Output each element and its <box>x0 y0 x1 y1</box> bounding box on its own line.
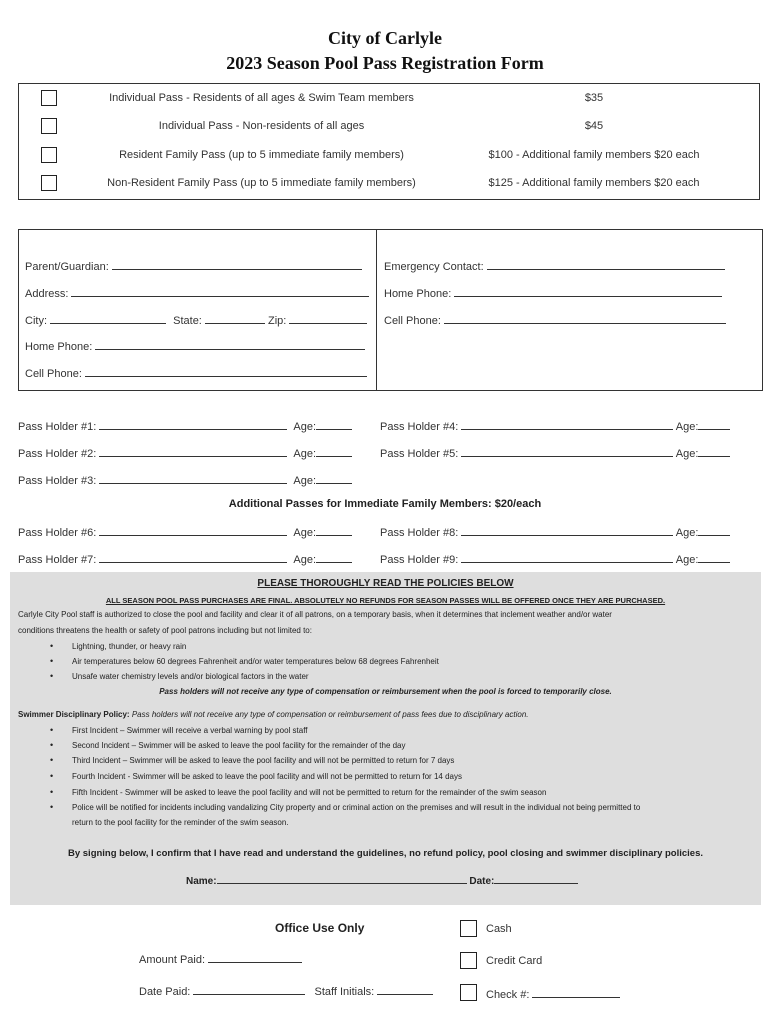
signature-date-label: Date: <box>469 876 495 887</box>
closure-policy-line1: Carlyle City Pool staff is authorized to close the pool and facility and clear it of all patrons, on a temporary basis, when it determines that inclement weather and/or water <box>18 610 612 619</box>
disciplinary-bullet-text: Second Incident – Swimmer will be asked to leave the pool facility for the remainder of the day <box>72 741 406 750</box>
zip-label: Zip: <box>268 315 287 327</box>
pass-option-row <box>19 173 759 195</box>
policies-heading <box>10 578 761 589</box>
pass-holder-line <box>461 446 673 457</box>
age-label: Age: <box>293 421 317 433</box>
bullet-dot: • <box>50 656 54 666</box>
office-use-heading: Office Use Only <box>275 921 365 935</box>
pass-holder-9-field[interactable] <box>380 552 730 566</box>
pass-holder-5-field[interactable] <box>380 446 730 460</box>
pass-holder-line <box>99 446 287 457</box>
pass-holder-label: Pass Holder #5: <box>380 448 459 460</box>
cell-phone-field[interactable] <box>25 366 367 380</box>
age-label: Age: <box>293 448 317 460</box>
disciplinary-bullet-text: Fourth Incident - Swimmer will be asked to leave the pool facility and will not be permitted to return for 14 days <box>72 772 462 781</box>
pass-holder-label: Pass Holder #2: <box>18 448 97 460</box>
check-number-line <box>532 987 620 998</box>
closure-bullet-text: Air temperatures below 60 degrees Fahrenheit and/or water temperatures below 68 degrees Fahrenheit <box>72 657 439 666</box>
emergency-contact-label: Emergency Contact: <box>384 261 484 273</box>
emergency-cell-phone-field[interactable] <box>384 313 726 327</box>
pass-holder-line <box>99 525 287 536</box>
address-label: Address: <box>25 288 69 300</box>
home-phone-label: Home Phone: <box>25 341 93 353</box>
amount-paid-label: Amount Paid: <box>139 954 206 966</box>
pass-holder-1-field[interactable] <box>18 419 352 433</box>
bullet-dot: • <box>50 740 54 750</box>
emergency-contact-line <box>487 259 725 270</box>
bullet-dot: • <box>50 641 54 651</box>
signature-name-line[interactable] <box>217 873 467 884</box>
bullet-dot: • <box>50 787 54 797</box>
staff-initials-label: Staff Initials: <box>314 986 375 998</box>
age-label: Age: <box>293 527 317 539</box>
contact-box-divider <box>376 229 377 391</box>
amount-paid-line <box>208 952 302 963</box>
disciplinary-bullet-continuation: return to the pool facility for the reminder of the swim season. <box>72 818 289 827</box>
pass-holder-line <box>461 552 673 563</box>
pass-option-description: Resident Family Pass (up to 5 immediate family members) <box>119 149 404 161</box>
cell-phone-label: Cell Phone: <box>25 368 82 380</box>
pass-holder-label: Pass Holder #7: <box>18 554 97 566</box>
credit-card-label: Credit Card <box>486 955 543 967</box>
disciplinary-bullet-text: Police will be notified for incidents including vandalizing City property and or criminal action on the premises and will result in the individual not being permitted to <box>72 803 641 812</box>
signature-date-line[interactable] <box>494 873 578 884</box>
age-label: Age: <box>675 527 699 539</box>
closure-policy-line2: conditions threatens the health or safety of pool patrons including but not limited to: <box>18 626 312 635</box>
pass-holder-line <box>99 552 287 563</box>
pass-option-row <box>19 145 759 167</box>
age-line <box>698 552 730 563</box>
no-refund-notice <box>10 596 761 605</box>
home-phone-line <box>95 339 365 350</box>
no-refund-notice-text: ALL SEASON POOL PASS PURCHASES ARE FINAL. ABSOLUTELY NO REFUNDS FOR SEASON PASSES WILL BE OFFERED ONCE THEY ARE PURCHASED. <box>105 596 666 605</box>
additional-passes-heading: Additional Passes for Immediate Family Members: $20/each <box>228 498 542 510</box>
age-label: Age: <box>293 554 317 566</box>
pass-holder-4-field[interactable] <box>380 419 730 433</box>
age-line <box>316 473 352 484</box>
policies-heading-text: PLEASE THOROUGHLY READ THE POLICIES BELOW <box>257 578 514 589</box>
policies-section <box>10 572 761 905</box>
pass-holder-2-field[interactable] <box>18 446 352 460</box>
form-title: 2023 Season Pool Pass Registration Form <box>226 53 544 73</box>
cash-label: Cash <box>486 923 512 935</box>
check-checkbox[interactable] <box>460 984 477 1001</box>
credit-card-checkbox[interactable] <box>460 952 477 969</box>
pass-option-description: Individual Pass - Non-residents of all ages <box>158 120 365 132</box>
address-line <box>71 286 369 297</box>
closure-bullet-text: Unsafe water chemistry levels and/or biological factors in the water <box>72 672 309 681</box>
age-line <box>316 446 352 457</box>
pass-option-row <box>19 88 759 110</box>
pass-holder-label: Pass Holder #3: <box>18 475 97 487</box>
age-label: Age: <box>675 448 699 460</box>
emergency-home-phone-field[interactable] <box>384 286 722 300</box>
city-label: City: <box>25 315 47 327</box>
age-label: Age: <box>675 421 699 433</box>
pass-option-description: Individual Pass - Residents of all ages & Swim Team members <box>109 92 414 104</box>
pass-holder-6-field[interactable] <box>18 525 352 539</box>
city-state-zip-field[interactable] <box>25 313 367 327</box>
pass-holder-label: Pass Holder #8: <box>380 527 459 539</box>
pass-holder-line <box>461 419 673 430</box>
city-line <box>50 313 166 324</box>
address-field[interactable] <box>25 286 369 300</box>
pass-holder-line <box>461 525 673 536</box>
disciplinary-policy-note: Pass holders will not receive any type of compensation or reimbursement of pass fees due to disciplinary action. <box>131 710 529 719</box>
age-line <box>316 525 352 536</box>
age-label: Age: <box>675 554 699 566</box>
closure-bullet-text: Lightning, thunder, or heavy rain <box>72 642 187 651</box>
signature-name-label: Name: <box>186 876 217 887</box>
pass-option-row <box>19 116 759 138</box>
pass-option-price: $45 <box>584 120 604 132</box>
age-line <box>698 446 730 457</box>
pass-option-description: Non-Resident Family Pass (up to 5 immediate family members) <box>107 177 416 189</box>
zip-line <box>289 313 367 324</box>
closure-no-compensation-note: Pass holders will not receive any type of compensation or reimbursement when the pool is forced to temporarily close. <box>159 687 612 696</box>
pass-holder-3-field[interactable] <box>18 473 352 487</box>
cell-phone-line <box>85 366 367 377</box>
bullet-dot: • <box>50 755 54 765</box>
pass-option-price: $125 - Additional family members $20 each <box>488 177 700 189</box>
check-number-field[interactable] <box>486 987 620 1001</box>
pass-holder-8-field[interactable] <box>380 525 730 539</box>
date-paid-line <box>193 984 305 995</box>
pass-option-price: $100 - Additional family members $20 each <box>488 149 700 161</box>
date-paid-field[interactable] <box>139 984 433 998</box>
disciplinary-bullet-text: Third Incident – Swimmer will be asked to leave the pool facility and will not be permitted to return for 7 days <box>72 756 455 765</box>
signature-name-date-row[interactable] <box>186 873 578 887</box>
age-line <box>698 525 730 536</box>
signature-confirmation: By signing below, I confirm that I have read and understand the guidelines, no refund policy, pool closing and swimmer disciplinary policies. <box>67 848 704 859</box>
pass-checkbox-nonresident-family[interactable] <box>41 175 57 191</box>
pass-checkbox-resident-family[interactable] <box>41 147 57 163</box>
pass-holder-line <box>99 473 287 484</box>
emergency-home-phone-label: Home Phone: <box>384 288 452 300</box>
parent-guardian-line <box>112 259 362 270</box>
emergency-home-phone-line <box>454 286 722 297</box>
pass-type-table <box>18 83 760 200</box>
pass-holder-7-field[interactable] <box>18 552 352 566</box>
pass-checkbox-resident-individual[interactable] <box>41 90 57 106</box>
emergency-cell-phone-line <box>444 313 726 324</box>
home-phone-field[interactable] <box>25 339 365 353</box>
emergency-contact-field[interactable] <box>384 259 725 273</box>
cash-checkbox[interactable] <box>460 920 477 937</box>
parent-guardian-label: Parent/Guardian: <box>25 261 109 273</box>
pass-holder-label: Pass Holder #9: <box>380 554 459 566</box>
state-line <box>205 313 265 324</box>
amount-paid-field[interactable] <box>139 952 302 966</box>
bullet-dot: • <box>50 725 54 735</box>
age-line <box>316 419 352 430</box>
staff-initials-line <box>377 984 433 995</box>
bullet-dot: • <box>50 671 54 681</box>
age-line <box>316 552 352 563</box>
disciplinary-bullet-text: First Incident – Swimmer will receive a verbal warning by pool staff <box>72 726 308 735</box>
pass-holder-line <box>99 419 287 430</box>
date-paid-label: Date Paid: <box>139 986 191 998</box>
disciplinary-bullet-text: Fifth Incident - Swimmer will be asked to leave the pool facility and will not be permitted to return for the remainder of the swim season <box>72 788 547 797</box>
age-label: Age: <box>293 475 317 487</box>
check-number-label: Check #: <box>486 989 530 1001</box>
disciplinary-policy-intro <box>18 710 529 719</box>
pass-holder-label: Pass Holder #4: <box>380 421 459 433</box>
bullet-dot: • <box>50 771 54 781</box>
pass-checkbox-nonresident-individual[interactable] <box>41 118 57 134</box>
state-label: State: <box>173 315 202 327</box>
emergency-cell-phone-label: Cell Phone: <box>384 315 441 327</box>
disciplinary-policy-label: Swimmer Disciplinary Policy: <box>18 710 130 719</box>
pass-option-price: $35 <box>584 92 604 104</box>
pass-holder-label: Pass Holder #6: <box>18 527 97 539</box>
parent-guardian-field[interactable] <box>25 259 362 273</box>
pass-holder-label: Pass Holder #1: <box>18 421 97 433</box>
age-line <box>698 419 730 430</box>
form-title-city: City of Carlyle <box>328 28 442 48</box>
bullet-dot: • <box>50 802 54 812</box>
